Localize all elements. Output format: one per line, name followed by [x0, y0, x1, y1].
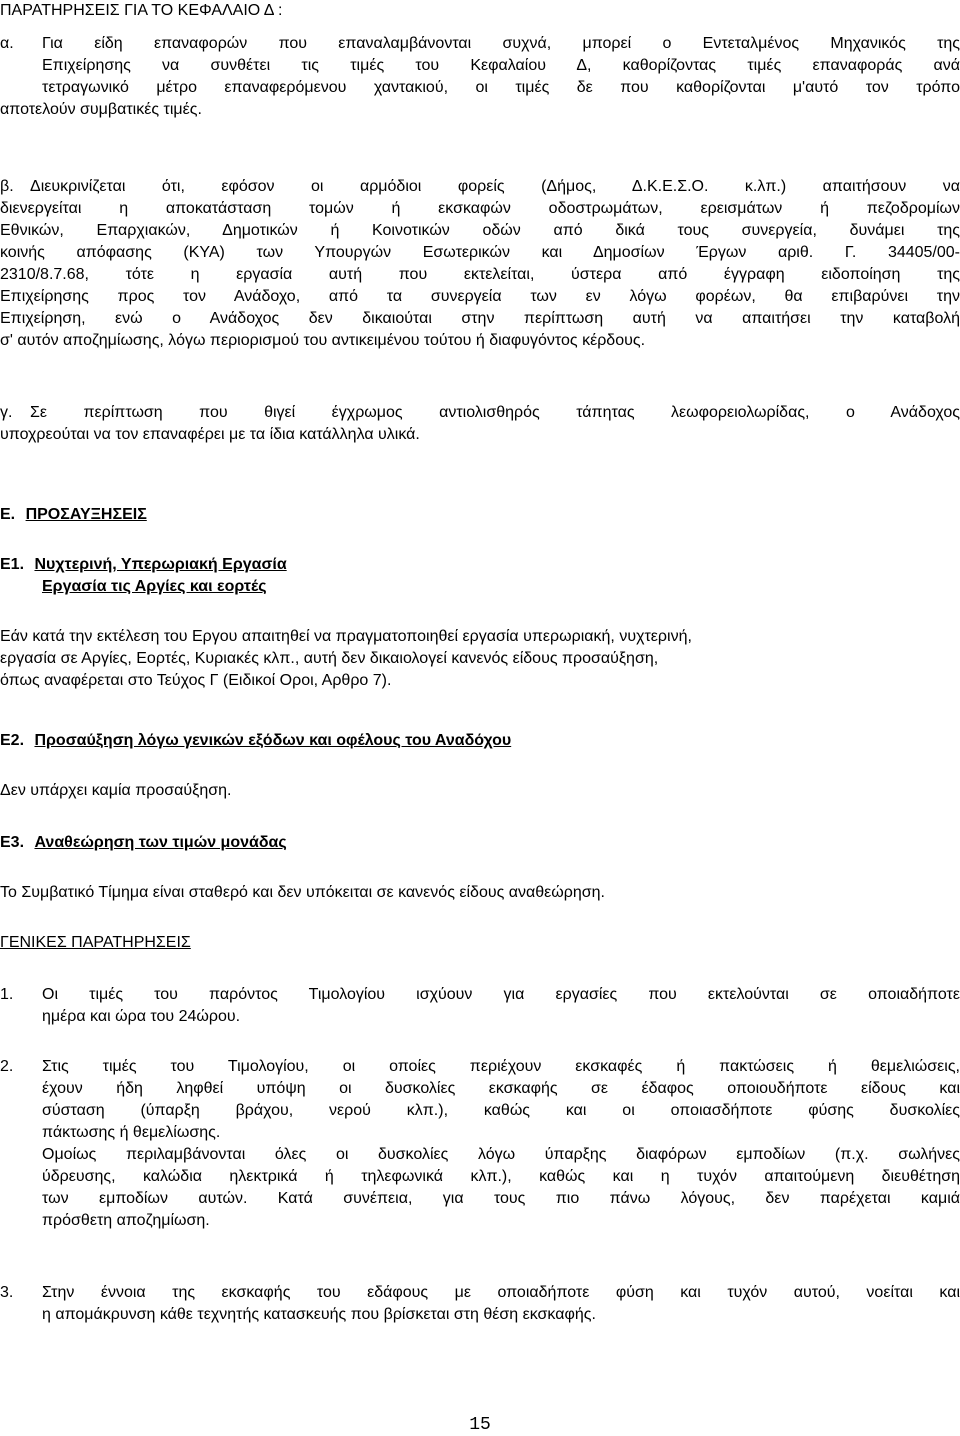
text-line: κοινής απόφασης (ΚΥΑ) των Υπουργών Εσωτερικών και Δημοσίων Έργων αριθ. Γ. 34405/00-: [0, 244, 960, 261]
text-line: αποτελούν συμβατικές τιμές.: [0, 101, 202, 118]
text-line: διενεργείται η αποκατάσταση τομών ή εκσκαφών οδοστρωμάτων, ερεισμάτων ή πεζοδρομίων: [0, 200, 960, 217]
text-line: Ομοίως περιλαμβάνονται όλες οι δυσκολίες λόγω ύπαρξης διαφόρων εμποδίων (π.χ. σωλήνες: [42, 1146, 960, 1163]
subsection-e2: [0, 730, 960, 752]
item-marker: 2.: [0, 1058, 14, 1075]
text-line: Οι τιμές του παρόντος Τιμολογίου ισχύουν για εργασίες που εκτελούνται σε οποιαδήποτε: [42, 986, 960, 1003]
paragraph-marker: β.: [0, 178, 14, 195]
text-line: Σε περίπτωση που θιγεί έγχρωμος αντιολισθηρός τάπητας λεωφορειολωρίδας, ο Ανάδοχος: [30, 404, 960, 421]
text-line: των εμποδίων αυτών. Κατά συνέπεια, για τους πιο πάνω λόγους, δεν παρέχεται καμιά: [42, 1190, 960, 1207]
text-line: Το Συμβατικό Τίμημα είναι σταθερό και δεν υπόκειται σε κανενός είδους αναθεώρηση.: [0, 884, 605, 901]
text-line: 2310/8.7.68, τότε η εργασία αυτή που εκτελείται, ύστερα από έγγραφη ειδοποίηση της: [0, 266, 960, 283]
item-marker: 3.: [0, 1284, 14, 1301]
subsection-e1: [0, 554, 960, 598]
text-line: Εάν κατά την εκτέλεση του Εργου απαιτηθεί να πραγματοποιηθεί εργασία υπερωριακή, νυχτερινή,: [0, 628, 692, 645]
text-line: Εθνικών, Επαρχιακών, Δημοτικών ή Κοινοτικών οδών από δικά τους συνεργεία, δυνάμει της: [0, 222, 960, 239]
subsection-title: Προσαύξηση λόγω γενικών εξόδων και οφέλους του Αναδόχου: [34, 732, 512, 749]
page-header: [0, 0, 960, 22]
text-line: εργασία σε Αργίες, Εορτές, Κυριακές κλπ., αυτή δεν δικαιολογεί κανενός είδους προσαύξηση,: [0, 650, 659, 667]
subsection-title: Αναθεώρηση των τιμών μονάδας: [34, 834, 287, 851]
text-line: Επιχείρησης προς τον Ανάδοχο, από τα συνεργεία των εν λόγω φορέων, θα επιβαρύνει την: [0, 288, 960, 305]
text-line: Δεν υπάρχει καμία προσαύξηση.: [0, 782, 232, 799]
section-title: ΠΡΟΣΑΥΞΗΣΕΙΣ: [25, 506, 147, 523]
subsection-title-line2: Εργασία τις Αργίες και εορτές: [42, 578, 267, 595]
text-line: Επιχείρηση, ενώ ο Ανάδοχος δεν δικαιούται στην περίπτωση αυτή να απαιτήσει την καταβολή: [0, 310, 960, 327]
text-line: όπως αναφέρεται στο Τεύχος Γ (Ειδικοί Οροι, Αρθρο 7).: [0, 672, 392, 689]
text-line: υποχρεούται να τον επαναφέρει με τα ίδια κατάλληλα υλικά.: [0, 426, 420, 443]
item-marker: 1.: [0, 986, 14, 1003]
text-line: Στις τιμές του Τιμολογίου, οι οποίες περιέχουν εκσκαφές ή πακτώσεις ή θεμελιώσεις,: [42, 1058, 960, 1075]
text-line: ημέρα και ώρα του 24ώρου.: [42, 1008, 241, 1025]
general-remarks-heading: [0, 932, 960, 954]
section-number: Ε.: [0, 506, 16, 523]
subsection-e3: [0, 832, 960, 854]
subsection-number: Ε1.: [0, 556, 25, 573]
e1-body: [0, 626, 960, 692]
header-text: ΠΑΡΑΤΗΡΗΣΕΙΣ ΓΙΑ ΤΟ ΚΕΦΑΛΑΙΟ Δ :: [0, 2, 283, 19]
subsection-number: Ε3.: [0, 834, 25, 851]
text-line: σύσταση (ύπαρξη βράχου, νερού κλπ.), καθώς και οι οποιασδήποτε φύσης δυσκολίες: [42, 1102, 960, 1119]
page-number: 15: [469, 1415, 491, 1435]
text-line: η απομάκρυνση κάθε τεχνητής κατασκευής που βρίσκεται στη θέση εκσκαφής.: [42, 1306, 596, 1323]
e2-body: [0, 780, 960, 802]
text-line: Διευκρινίζεται ότι, εφόσον οι αρμόδιοι φορείς (Δήμος, Δ.Κ.Ε.Σ.Ο. κ.λπ.) απαιτήσουν να: [30, 178, 960, 195]
subsection-number: Ε2.: [0, 732, 25, 749]
text-line: ύδρευσης, καλώδια ηλεκτρικά ή τηλεφωνικά κλπ.), καθώς και η τυχόν απαιτούμενη διευθέτηση: [42, 1168, 960, 1185]
text-line: Επιχείρησης να συνθέτει τις τιμές του Κεφαλαίου Δ, καθορίζοντας τιμές επαναφοράς ανά: [42, 57, 960, 74]
paragraph-marker: α.: [0, 35, 14, 52]
section-e-heading: [0, 504, 960, 526]
text-line: πάκτωσης ή θεμελίωσης.: [42, 1124, 221, 1141]
paragraph-marker: γ.: [0, 404, 13, 421]
text-line: πρόσθετη αποζημίωση.: [42, 1212, 210, 1229]
text-line: Στην έννοια της εκσκαφής του εδάφους με οποιαδήποτε φύση και τυχόν αυτού, νοείται και: [42, 1284, 960, 1301]
section-title: ΓΕΝΙΚΕΣ ΠΑΡΑΤΗΡΗΣΕΙΣ: [0, 934, 191, 951]
text-line: έχουν ήδη ληφθεί υπόψη οι δυσκολίες εκσκαφής σε έδαφος οποιουδήποτε είδους και: [42, 1080, 960, 1097]
e3-body: [0, 882, 960, 904]
text-line: σ' αυτόν αποζημίωσης, λόγω περιορισμού του αντικειμένου τούτου ή διαφυγόντος κέρδους.: [0, 332, 646, 349]
text-line: Για είδη επαναφορών που επαναλαμβάνονται συχνά, μπορεί ο Εντεταλμένος Μηχανικός της: [42, 35, 960, 52]
subsection-title: Νυχτερινή, Υπερωριακή Εργασία: [34, 556, 287, 573]
text-line: τετραγωνικό μέτρο επαναφερόμενου χαντακιού, οι τιμές δε που καθορίζονται μ'αυτό τον τρόπο: [42, 79, 960, 96]
